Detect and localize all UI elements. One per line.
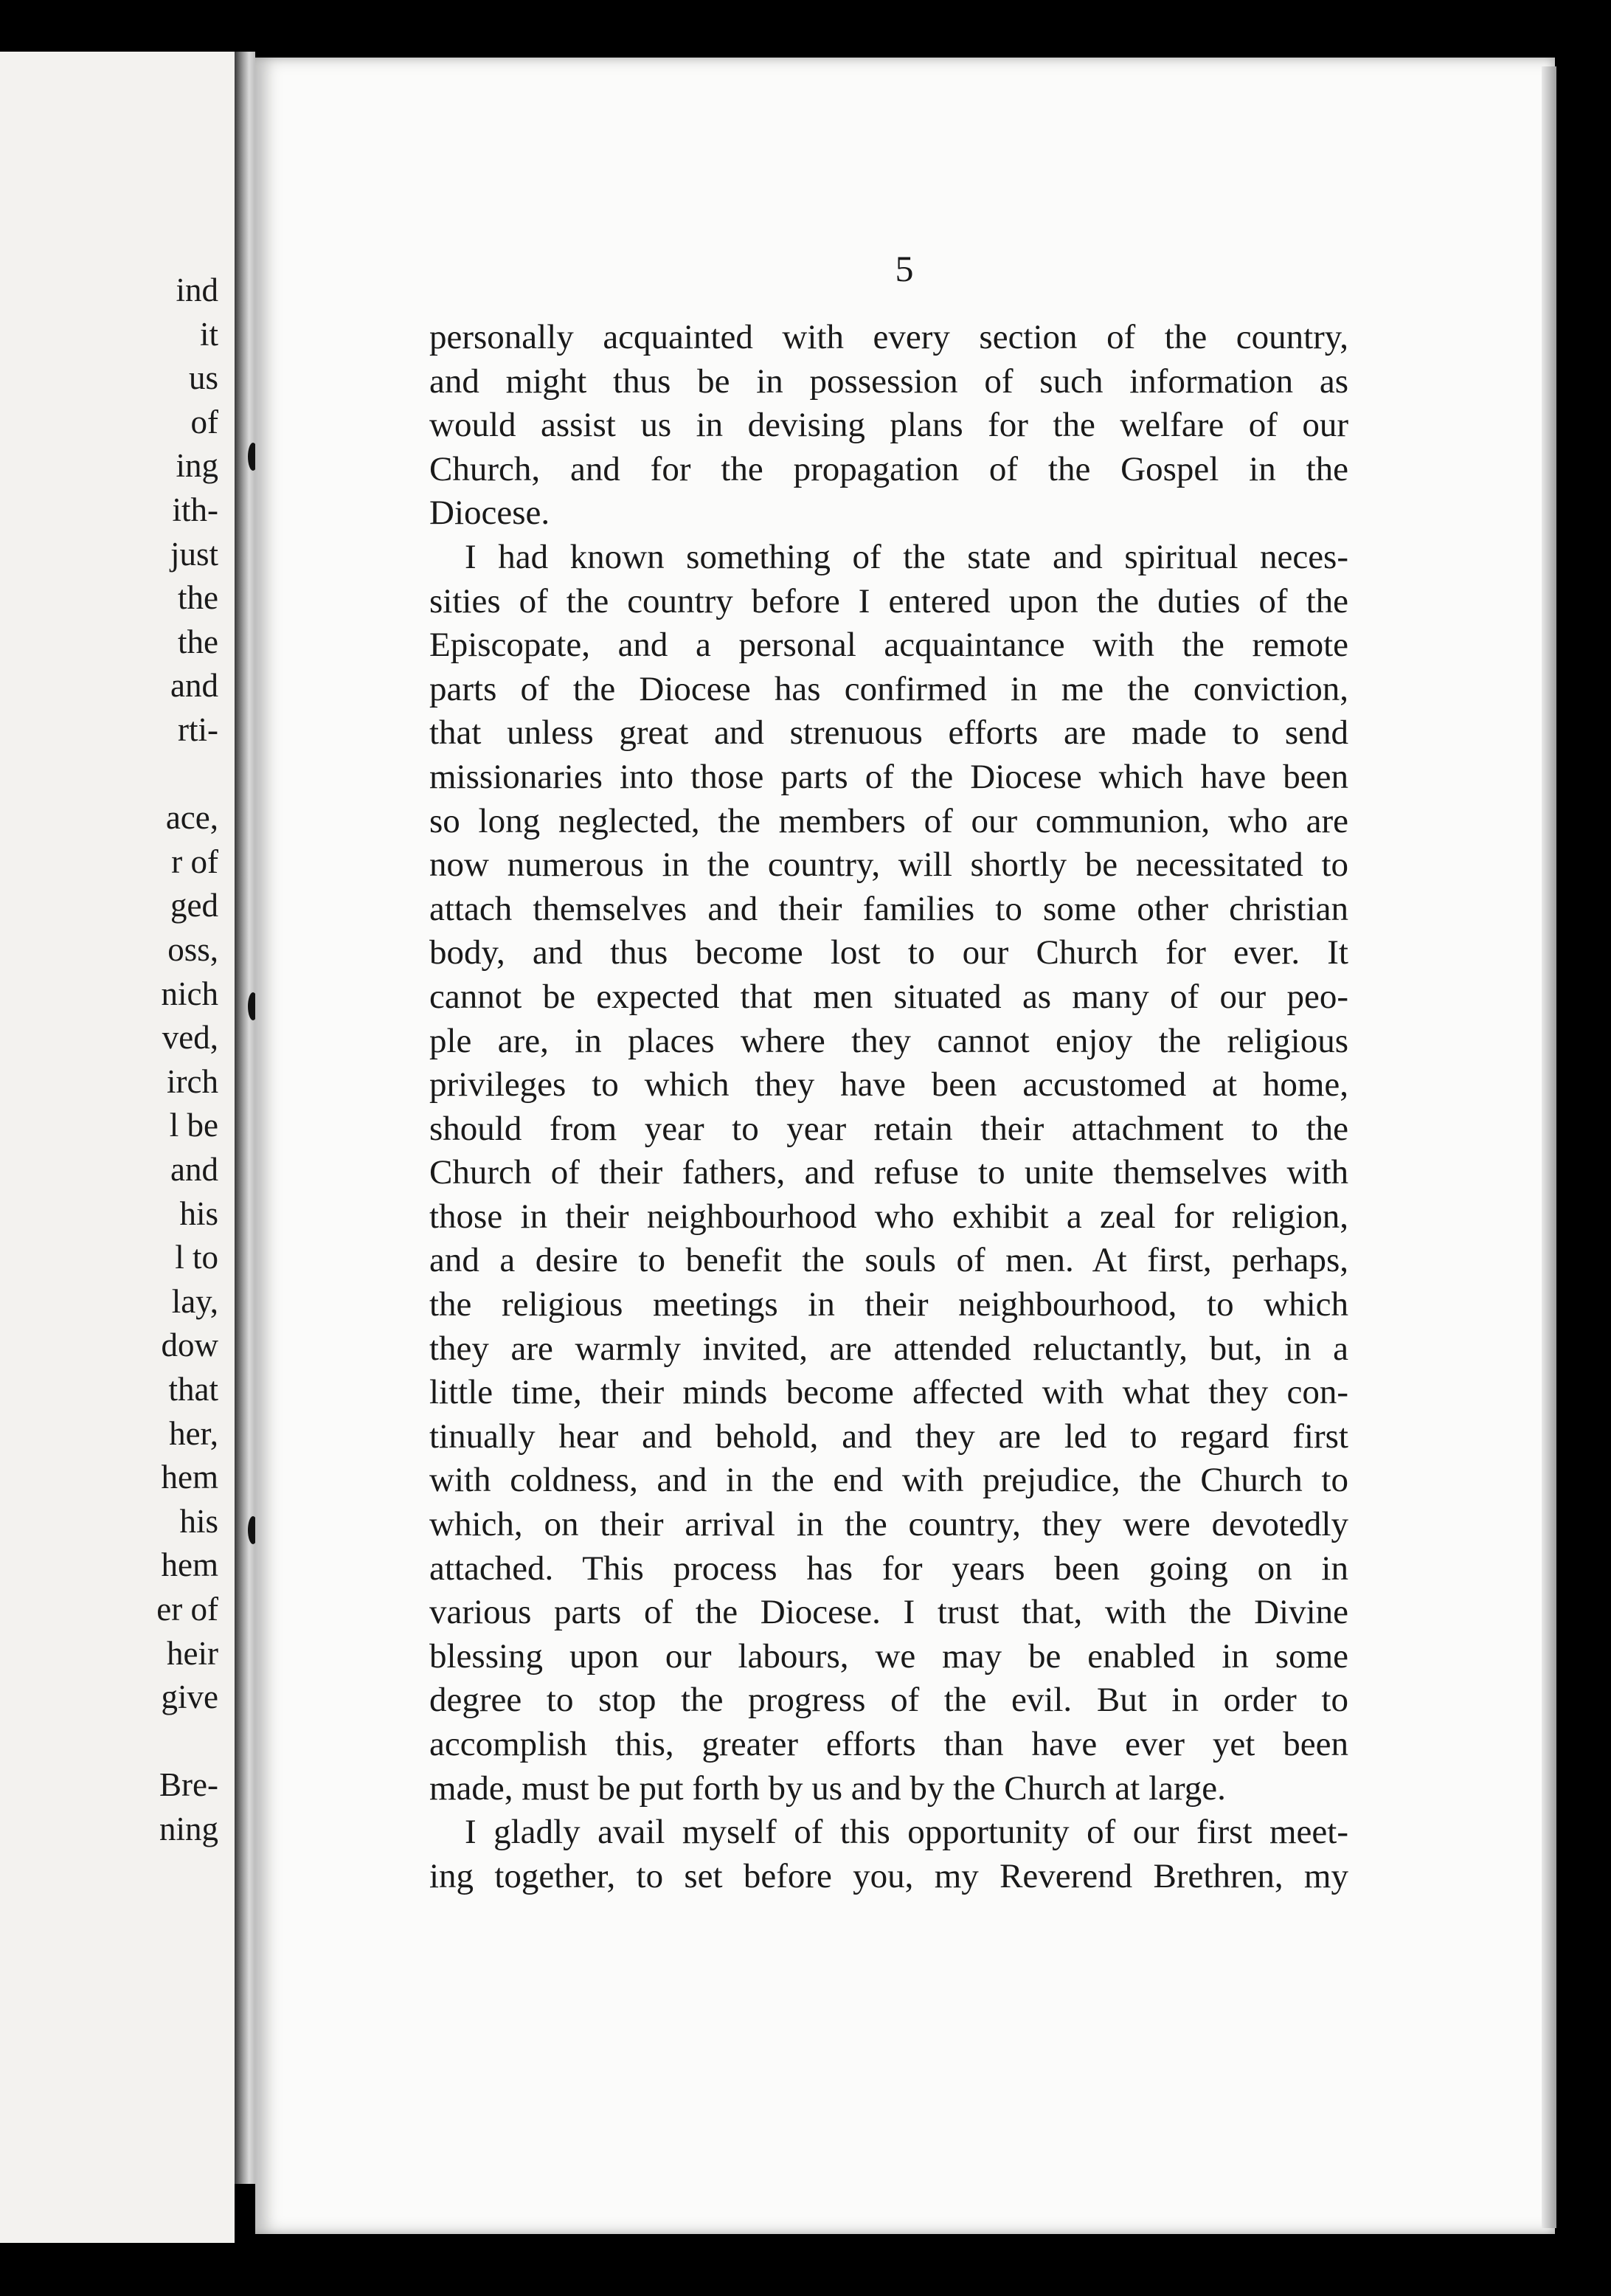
text-line: Episcopate, and a personal acquaintance with the remote bbox=[429, 626, 1348, 665]
text-line: little time, their minds become affected with what they con- bbox=[429, 1373, 1348, 1412]
previous-page-fragment: dow bbox=[161, 1327, 218, 1364]
previous-page-fragment: his bbox=[179, 1194, 218, 1232]
previous-page-fragment: it bbox=[199, 315, 218, 353]
text-line: and a desire to benefit the souls of men. At first, perhaps, bbox=[429, 1241, 1348, 1280]
previous-page-fragment: l be bbox=[169, 1107, 218, 1144]
previous-page-fragment: and bbox=[170, 667, 218, 705]
page-number: 5 bbox=[895, 248, 914, 289]
previous-page-fragment: ith- bbox=[172, 491, 218, 528]
previous-page-fragment: hem bbox=[161, 1459, 218, 1496]
page-edge bbox=[1542, 66, 1556, 2228]
previous-page-fragment: irch bbox=[167, 1062, 218, 1100]
previous-page-fragment: the bbox=[178, 579, 218, 617]
current-page bbox=[255, 58, 1555, 2234]
previous-page-fragment: her, bbox=[169, 1414, 218, 1452]
previous-page-fragment: that bbox=[168, 1371, 218, 1408]
text-line: Church of their fathers, and refuse to unite themselves with bbox=[429, 1153, 1348, 1192]
previous-page-fragment: ning bbox=[159, 1811, 218, 1847]
previous-page-strip bbox=[0, 52, 235, 2243]
text-line: body, and thus become lost to our Church for ever. It bbox=[429, 933, 1348, 972]
previous-page-fragment: us bbox=[188, 359, 218, 397]
previous-page-fragment: oss, bbox=[167, 931, 218, 968]
previous-page-fragment: Bre- bbox=[159, 1766, 218, 1804]
text-line: attached. This process has for years been going on in bbox=[429, 1549, 1348, 1588]
text-line: that unless great and strenuous efforts are made to send bbox=[429, 713, 1348, 753]
previous-page-fragment: ved, bbox=[162, 1019, 218, 1057]
previous-page-fragment: give bbox=[161, 1678, 218, 1716]
text-line: parts of the Diocese has confirmed in me the conviction, bbox=[429, 669, 1348, 708]
previous-page-fragment: of bbox=[190, 403, 218, 440]
text-line: blessing upon our labours, we may be enabled in some bbox=[429, 1636, 1348, 1676]
text-line: now numerous in the country, will shortly be necessitated to bbox=[429, 846, 1348, 885]
previous-page-fragment: ace, bbox=[165, 799, 218, 837]
text-line: those in their neighbourhood who exhibit a zeal for religion, bbox=[429, 1197, 1348, 1236]
previous-page-fragment: heir bbox=[167, 1634, 218, 1672]
text-line: accomplish this, greater efforts than have ever yet been bbox=[429, 1725, 1348, 1763]
text-line: privileges to which they have been accustomed at home, bbox=[429, 1065, 1348, 1104]
text-line: various parts of the Diocese. I trust that, with the Divine bbox=[429, 1593, 1348, 1632]
text-line: I gladly avail myself of this opportunity of our first meet- bbox=[465, 1813, 1348, 1852]
text-line: personally acquainted with every section of the country, bbox=[429, 318, 1348, 356]
previous-page-fragment: nich bbox=[161, 975, 218, 1012]
text-line: Church, and for the propagation of the Gospel in the bbox=[429, 449, 1348, 488]
book-gutter bbox=[235, 52, 255, 2184]
previous-page-fragment: the bbox=[178, 623, 218, 660]
previous-page-fragment: ing bbox=[176, 447, 218, 485]
previous-page-fragment: and bbox=[170, 1151, 218, 1188]
text-line: made, must be put forth by us and by the Church at large. bbox=[429, 1768, 1226, 1808]
text-line: they are warmly invited, are attended reluctantly, but, in a bbox=[429, 1329, 1348, 1368]
text-line: tinually hear and behold, and they are led to regard first bbox=[429, 1417, 1348, 1456]
text-line: attach themselves and their families to some other christian bbox=[429, 889, 1348, 928]
text-line: would assist us in devising plans for the welfare of our bbox=[429, 406, 1348, 445]
text-line: ing together, to set before you, my Reverend Brethren, my bbox=[429, 1856, 1348, 1895]
previous-page-fragment: er of bbox=[156, 1591, 218, 1628]
text-line: I had known something of the state and spiritual neces- bbox=[465, 537, 1348, 576]
previous-page-fragment: lay, bbox=[171, 1282, 218, 1320]
text-line: cannot be expected that men situated as many of our peo- bbox=[429, 977, 1348, 1016]
text-line: with coldness, and in the end with prejudice, the Church to bbox=[429, 1461, 1348, 1500]
previous-page-fragment: l to bbox=[175, 1239, 218, 1276]
previous-page-fragment: his bbox=[179, 1502, 218, 1540]
previous-page-fragment: hem bbox=[161, 1546, 218, 1584]
previous-page-fragment: just bbox=[170, 535, 218, 573]
text-line: ple are, in places where they cannot enjoy the religious bbox=[429, 1021, 1348, 1060]
text-line: sities of the country before I entered upon the duties of the bbox=[429, 581, 1348, 620]
previous-page-fragment: r of bbox=[171, 843, 218, 880]
text-line: degree to stop the progress of the evil. But in order to bbox=[429, 1681, 1348, 1720]
previous-page-fragment: rti- bbox=[178, 711, 218, 748]
previous-page-fragment: ged bbox=[170, 887, 218, 924]
text-line: so long neglected, the members of our communion, who are bbox=[429, 801, 1348, 840]
text-line: missionaries into those parts of the Diocese which have been bbox=[429, 757, 1348, 796]
body-text bbox=[429, 316, 1348, 1898]
text-line: Diocese. bbox=[429, 494, 550, 533]
text-line: should from year to year retain their attachment to the bbox=[429, 1109, 1348, 1148]
text-line: the religious meetings in their neighbourhood, to which bbox=[429, 1285, 1348, 1324]
previous-page-fragment: ind bbox=[176, 272, 218, 308]
text-line: which, on their arrival in the country, they were devotedly bbox=[429, 1505, 1348, 1544]
text-line: and might thus be in possession of such information as bbox=[429, 362, 1348, 401]
